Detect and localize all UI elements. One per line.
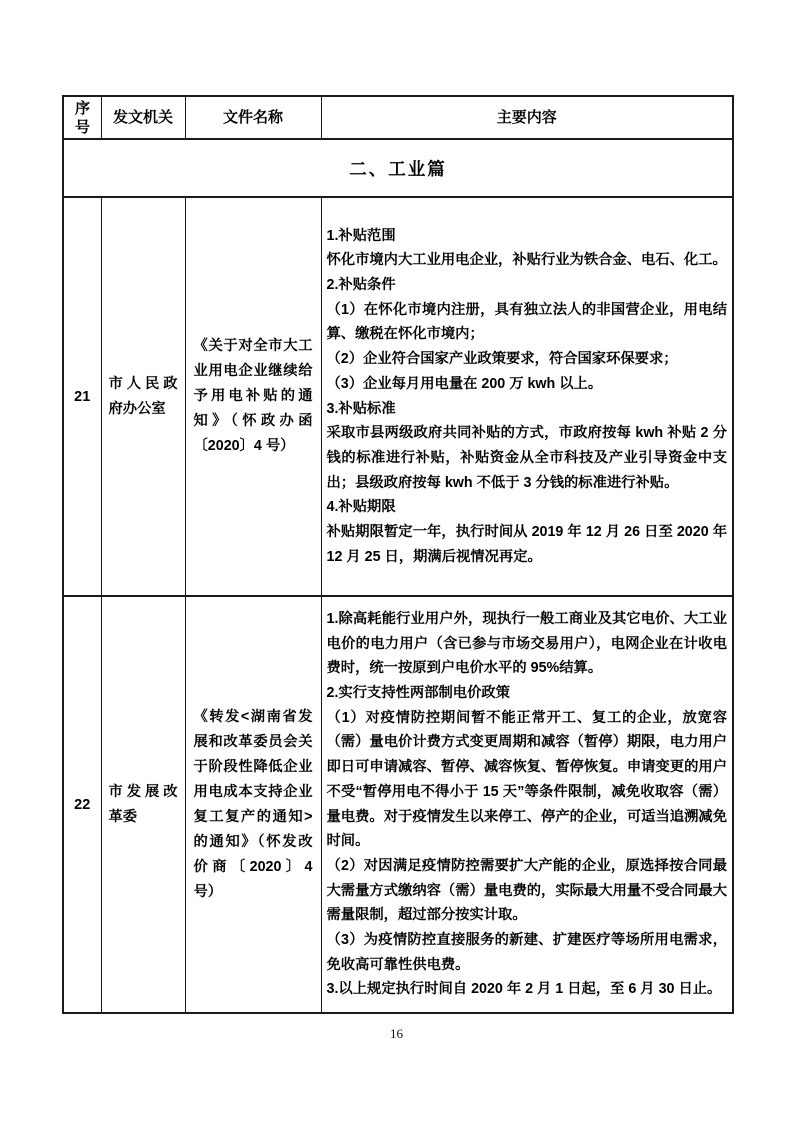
content-paragraph: （1）在怀化市境内注册，具有独立法人的非国营企业，用电结算、缴税在怀化市境内；: [326, 301, 727, 343]
content-cell: [321, 596, 733, 1013]
document-table: [62, 95, 734, 1014]
seq-cell: 21: [63, 197, 101, 596]
content-paragraph: 2.补贴条件: [326, 276, 396, 293]
seq-cell: 22: [63, 596, 101, 1013]
content-paragraph: （1）对疫情防控期间暂不能正常开工、复工的企业，放宽容（需）量电价计费方式变更周期和减容（暂停）期限，电力用户即日可申请减容、暂停、减容恢复、暂停恢复。申请变更的用户不受“暂停用电不得小于 15 天”等条件限制，减免收取容（需）量电费。对于疫情发生以来停工、停产的企业，可适当追溯减免时间。: [326, 709, 727, 850]
doc-title-cell: 《关于对全市大工业用电企业继续给予用电补贴的通知》（怀政办函〔2020〕4 号）: [185, 197, 321, 596]
doc-title-cell: 《转发<湖南省发展和改革委员会关于阶段性降低企业用电成本支持企业复工复产的通知>的通知》（怀发改价商〔2020〕4 号）: [185, 596, 321, 1013]
content-cell: [321, 197, 733, 596]
content-paragraph: 怀化市境内大工业用电企业，补贴行业为铁合金、电石、化工。: [326, 252, 727, 269]
column-header-seq: 序号: [63, 96, 101, 139]
content-paragraph: 4.补贴期限: [326, 499, 396, 516]
column-header-main-content: 主要内容: [321, 96, 733, 139]
agency-cell: 市人民政府办公室: [101, 197, 185, 596]
column-header-doc-title: 文件名称: [185, 96, 321, 139]
content-paragraph: 补贴期限暂定一年，执行时间从 2019 年 12 月 26 日至 2020 年 12 月 25 日，期满后视情况再定。: [326, 524, 727, 565]
table-header-row: [63, 96, 733, 139]
content-paragraph: 1.除高耗能行业用户外，现执行一般工商业及其它电价、大工业电价的电力用户（含已参与市场交易用户），电网企业在计收电费时，统一按原到户电价水平的 95%结算。: [326, 610, 727, 677]
section-title: 二、工业篇: [63, 139, 733, 197]
content-paragraph: 3.补贴标准: [326, 400, 396, 417]
page-number: 16: [390, 1026, 403, 1041]
content-paragraph: （3）为疫情防控直接服务的新建、扩建医疗等场所用电需求，免收高可靠性供电费。: [326, 932, 727, 973]
content-paragraph: （3）企业每月用电量在 200 万 kwh 以上。: [326, 375, 603, 392]
content-paragraph: 1.补贴范围: [326, 227, 396, 244]
content-paragraph: （2）对因满足疫情防控需要扩大产能的企业，原选择按合同最大需量方式缴纳容（需）量电费的，实际最大用量不受合同最大需量限制，超过部分按实计取。: [326, 857, 727, 924]
table-row: [63, 197, 733, 596]
agency-cell: 市发展改革委: [101, 596, 185, 1013]
content-paragraph: （2）企业符合国家产业政策要求，符合国家环保要求；: [326, 351, 678, 368]
table-row: [63, 596, 733, 1013]
content-paragraph: 3.以上规定执行时间自 2020 年 2 月 1 日起，至 6 月 30 日止。: [326, 981, 722, 998]
content-paragraph: 2.实行支持性两部制电价政策: [326, 684, 510, 701]
section-row: [63, 139, 733, 197]
column-header-agency: 发文机关: [101, 96, 185, 139]
content-paragraph: 采取市县两级政府共同补贴的方式，市政府按每 kwh 补贴 2 分钱的标准进行补贴，补贴资金从全市科技及产业引导资金中支出；县级政府按每 kwh 不低于 3 分钱的标准进行补贴。: [326, 425, 727, 491]
